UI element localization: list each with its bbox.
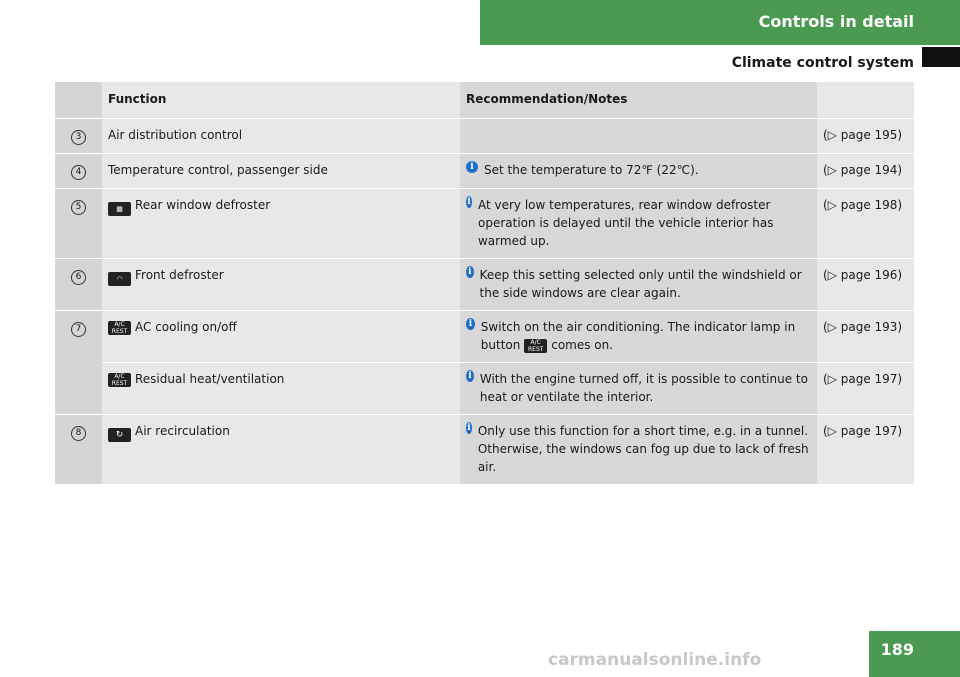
recommendation-text: Only use this function for a short time, e.g. in a tunnel. Otherwise, the windows can fog up due to lack of fresh air. [477,424,809,474]
function-label: Temperature control, passenger side [102,154,460,189]
item-number: 6 [71,270,86,285]
header-recommendation: Recommendation/Notes [460,82,817,119]
function-label: Residual heat/ventilation [135,372,285,386]
table-row [55,119,914,154]
function-label: AC cooling on/off [135,320,237,334]
ac-rest-icon: A/C REST [108,321,131,335]
page-ref-link[interactable]: (▷ page 197) [817,363,914,415]
ac-rest-icon: A/C REST [108,373,131,387]
item-number: 8 [71,426,86,441]
recommendation-text: At very low temperatures, rear window defroster operation is delayed until the vehicle interior has warmed up. [477,198,774,248]
info-icon: i [466,161,478,173]
page-ref-link[interactable]: (▷ page 196) [817,259,914,311]
info-icon: i [467,197,471,207]
item-number: 4 [71,165,86,180]
table-row [55,415,914,485]
item-number: 7 [71,322,86,337]
table-row [55,259,914,311]
table-header-row [55,82,914,119]
page-ref-link[interactable]: (▷ page 198) [817,189,914,259]
page-number-box [869,631,960,677]
function-label: Air recirculation [135,424,230,438]
function-label: Front defroster [135,268,224,282]
recommendation-text: Set the temperature to 72℉ (22℃). [484,163,699,177]
table-row [55,189,914,259]
info-icon: i [466,266,474,278]
header-page [817,82,914,119]
page-ref-link[interactable]: (▷ page 193) [817,311,914,363]
section-title: Controls in detail [758,12,914,31]
table-row [55,363,914,415]
section-tab-marker [922,47,960,67]
ac-rest-icon: A/C REST [524,339,547,353]
recommendation-text: With the engine turned off, it is possible to continue to heat or ventilate the interior. [479,372,808,404]
page-ref-link[interactable]: (▷ page 194) [817,154,914,189]
recommendation-cell [460,119,817,154]
item-number: 5 [71,200,86,215]
function-label: Rear window defroster [135,198,271,212]
function-table [55,82,914,485]
table-row [55,154,914,189]
front-defroster-icon: ◠ [108,272,131,286]
function-label: Air distribution control [102,119,460,154]
item-number: 3 [71,130,86,145]
info-icon: i [466,370,474,382]
recommendation-text: Keep this setting selected only until the windshield or the side windows are clear again. [479,268,802,300]
header-num [55,82,102,119]
section-header [480,0,960,45]
rear-defroster-icon: ▦ [108,202,131,216]
watermark: carmanualsonline.info [548,650,762,670]
page-number: 189 [880,640,914,659]
recommendation-suffix: comes on. [551,338,614,352]
page-ref-link[interactable]: (▷ page 197) [817,415,914,485]
subsection-title: Climate control system [731,55,914,71]
table-row [55,311,914,363]
header-function: Function [102,82,460,119]
info-icon: i [467,423,471,433]
info-icon: i [466,318,475,330]
recommendation-text: Switch on the air conditioning. The indicator lamp in button [480,320,796,352]
page-ref-link[interactable]: (▷ page 195) [817,119,914,154]
recirculation-icon: ↻ [108,428,131,442]
